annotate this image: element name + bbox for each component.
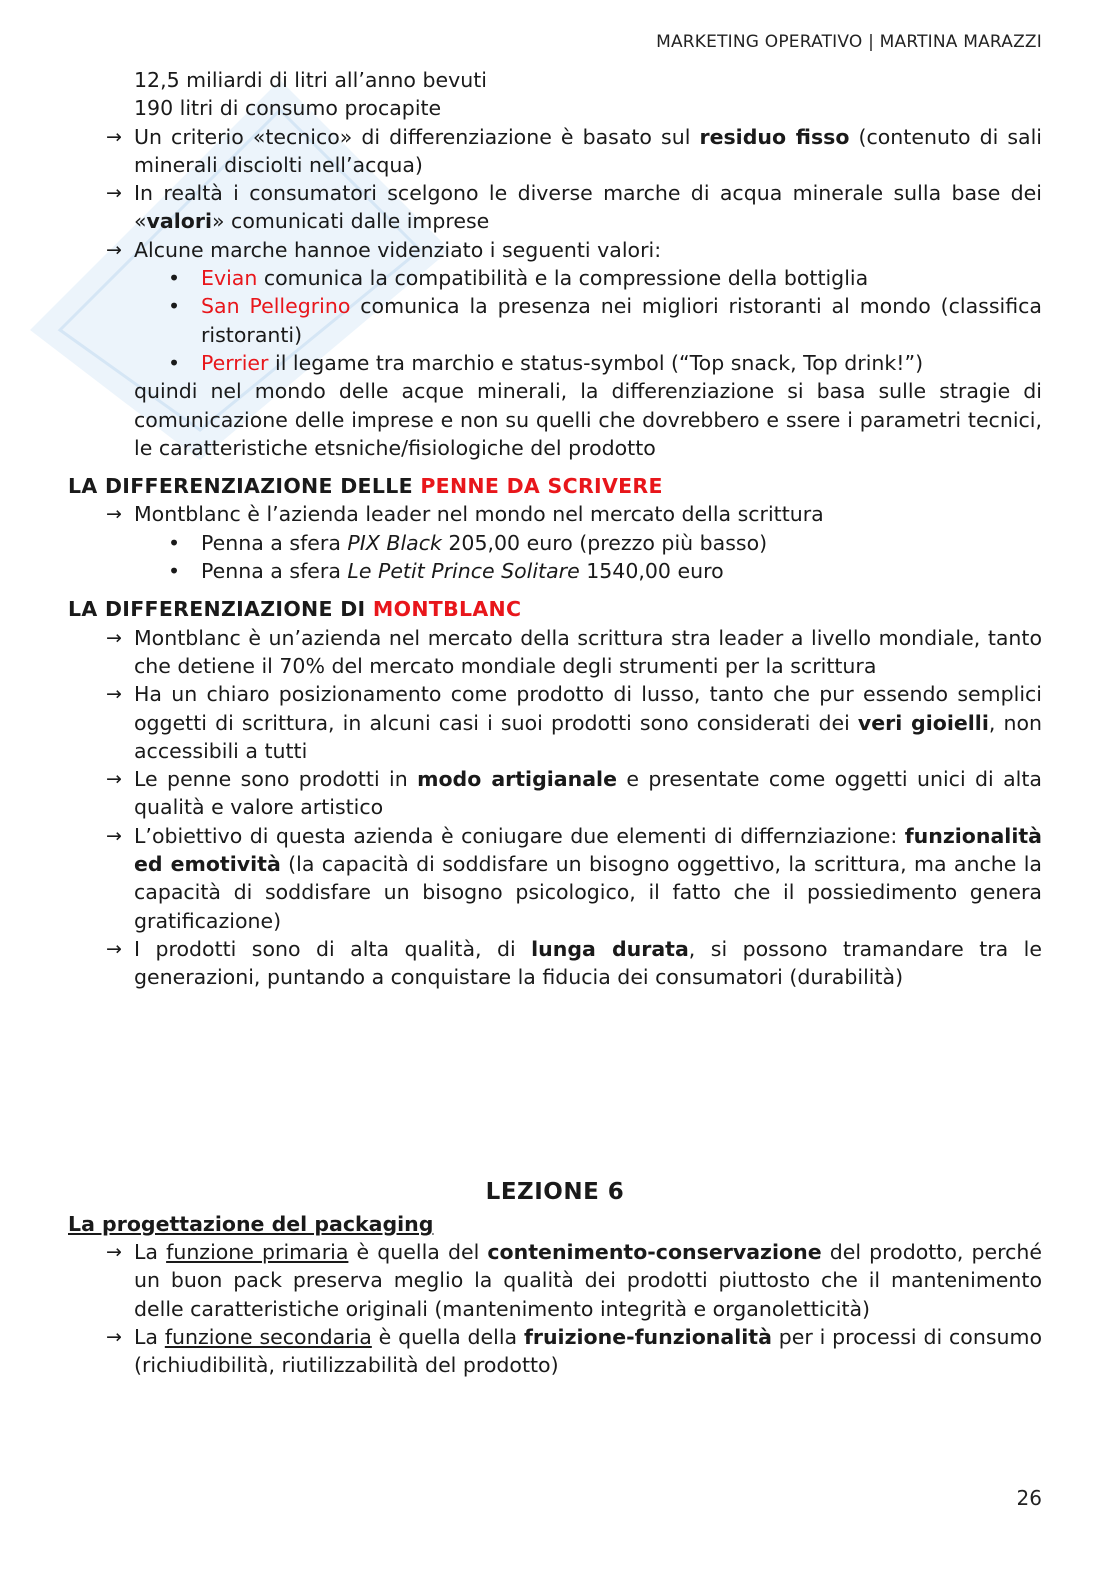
list-item: → Ha un chiaro posizionamento come prodotto di lusso, tanto che pur essendo semplici oggetti di scrittura, in alcuni casi i suoi prodotti sono considerati dei veri gioielli, non accessibili a tutti [106,682,1043,763]
brand-item-perrier: • Perrier il legame tra marchio e status-symbol (“Top snack, Top drink!”) [68,349,1042,377]
arrow-right-icon: → [106,238,122,261]
list-item: → Montblanc è un’azienda nel mercato della scrittura stra leader a livello mondiale, tanto che detiene il 70% del mercato mondiale degli strumenti per la scrittura [106,625,1042,678]
bullet-icon: • [168,350,181,375]
arrow-right-icon: → [106,1241,122,1264]
arrow-right-icon: → [106,683,122,706]
lesson-title: LEZIONE 6 [485,1178,625,1205]
list-item: → Le penne sono prodotti in modo artigianale e presentate come oggetti unici di alta qualità e valore artistico [106,767,1042,820]
water-stat-procapite: 190 litri di consumo procapite [134,96,442,121]
list-item: → L’obiettivo di questa azienda è coniugare due elementi di differnziazione: funzionalità ed emotività (la capacità di soddisfare un bisogno oggettivo, la scrittura, ma anche la capacità di soddisfare un bisogno psicologico, il fatto che il possiedimento genera gratificazione) [106,823,1042,933]
document-body [68,66,1042,1380]
lesson-subheading: La progettazione del packaging [68,1211,434,1236]
list-item: → La funzione primaria è quella del contenimento-conservazione del prodotto, perché un buon pack preserva meglio la qualità dei prodotti piuttosto che il mantenimento delle caratteristiche originali (mantenimento integrità e organoletticità) [106,1240,1042,1321]
brand-item-san-pellegrino: • San Pellegrino comunica la presenza nei migliori ristoranti al mondo (classifica ristoranti) [168,294,1042,347]
list-item: → I prodotti sono di alta qualità, di lunga durata, si possono tramandare tra le generazioni, puntando a conquistare la fiducia dei consumatori (durabilità) [106,936,1042,990]
arrow-right-icon: → [106,768,122,791]
list-item: → Montblanc è l’azienda leader nel mondo nel mercato della scrittura [68,500,1042,528]
section-heading-pens: LA DIFFERENZIAZIONE DELLE PENNE DA SCRIVERE [68,474,663,499]
list-item: → Alcune marche hannoe videnziato i seguenti valori: [68,236,1042,264]
bullet-icon: • [168,530,181,555]
list-item: → In realtà i consumatori scelgono le diverse marche di acqua minerale sulla base dei «valori» comunicati dalle imprese [106,181,1042,234]
arrow-right-icon: → [106,1325,122,1348]
arrow-right-icon: → [106,626,122,649]
page-number: 26 [1016,1486,1042,1510]
pen-item-petit-prince: • Penna a sfera Le Petit Prince Solitare 1540,00 euro [68,557,1042,585]
water-stat-liters: 12,5 miliardi di litri all’anno bevuti [134,68,487,92]
page-header: MARKETING OPERATIVO | MARTINA MARAZZI [656,32,1042,52]
bullet-icon: • [168,559,181,584]
arrow-right-icon: → [106,182,122,205]
arrow-right-icon: → [106,503,122,526]
brand-item-evian: • Evian comunica la compatibilità e la compressione della bottiglia [68,264,1042,292]
section-heading-montblanc: LA DIFFERENZIAZIONE DI MONTBLANC [68,597,522,622]
list-item: → La funzione secondaria è quella della fruizione-funzionalità per i processi di consumo (richiudibilità, riutilizzabilità del prodotto) [106,1324,1042,1378]
arrow-right-icon: → [106,125,122,148]
bullet-icon: • [168,266,181,291]
arrow-right-icon: → [106,937,122,960]
list-item: → Un criterio «tecnico» di differenziazione è basato sul residuo fisso (contenuto di sali minerali disciolti nell’acqua) [106,124,1042,177]
arrow-right-icon: → [106,824,122,847]
bullet-icon: • [168,294,181,319]
pen-item-pix-black: • Penna a sfera PIX Black 205,00 euro (prezzo più basso) [68,529,1042,557]
water-conclusion: quindi nel mondo delle acque minerali, la differenziazione si basa sulle stragie di comunicazione delle imprese e non su quelli che dovrebbero e ssere i parametri tecnici, le caratteristiche etsniche/fisiologiche del prodotto [134,379,1042,460]
